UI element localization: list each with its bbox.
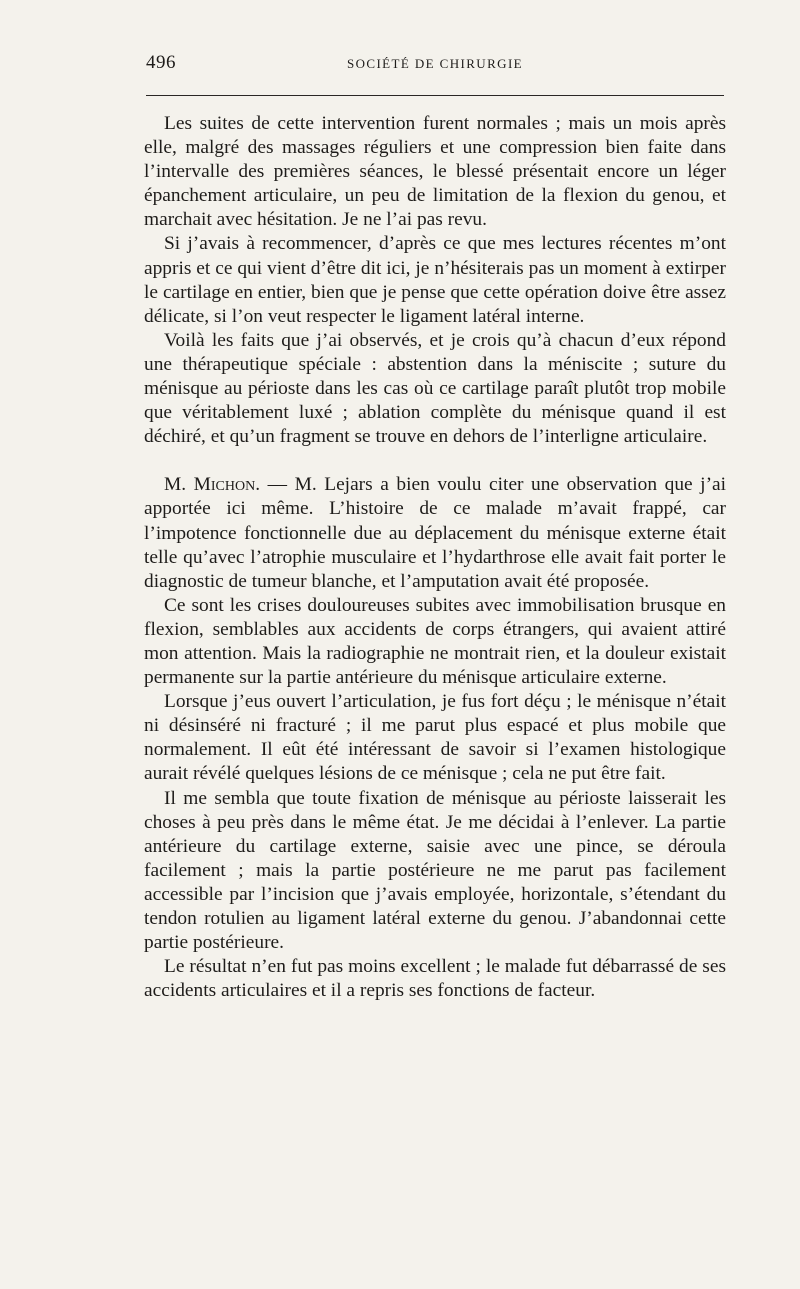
paragraph: Les suites de cette intervention furent normales ; mais un mois après elle, malgré des massages réguliers et une compression bien faite dans l’intervalle des premières séances, le blessé présentait encore un léger épanchement articulaire, un peu de limitation de la flexion du genou, et marchait avec hésitation. Je ne l’ai pas revu.: [144, 113, 726, 231]
page-number: 496: [146, 52, 176, 73]
paragraph: Il me sembla que toute fixation de ménisque au périoste laisserait les choses à peu près dans le même état. Je me décidai à l’enlever. La partie antérieure du cartilage externe, saisie avec une pince, se déroula facilement ; mais la partie postérieure ne me parut pas facilement accessible par l’incision que j’avais employée, horizontale, s’étendant du tendon rotulien au ligament latéral externe du genou. J’abandonnai cette partie postérieure.: [144, 787, 726, 954]
paragraph: Si j’avais à recommencer, d’après ce que mes lectures récentes m’ont appris et ce qui vient d’être dit ici, je n’hésiterais pas un moment à extirper le cartilage en entier, bien que je pense que cette opération doive être assez délicate, si l’on veut respecter le ligament latéral interne.: [144, 233, 726, 327]
speaker-suffix: . —: [255, 474, 295, 496]
paragraph: Ce sont les crises douloureuses subites avec immobilisation brusque en flexion, semblables aux accidents de corps étrangers, qui avaient attiré mon attention. Mais la radiographie ne montrait rien, et la douleur existait permanente sur la partie antérieure du ménisque articulaire externe.: [144, 594, 726, 689]
page-header: [146, 52, 724, 80]
speech-text: M. Lejars a bien voulu citer une observation que j’ai apportée ici même. L’histoire de ce malade m’avait frappé, car l’impotence fonctionnelle due au déplacement du ménisque externe était telle qu’avec l’atrophie musculaire et l’hydarthrose elle avait fait porter le diagnostic de tumeur blanche, et l’amputation avait été proposée.: [144, 474, 727, 592]
paragraph: Voilà les faits que j’ai observés, et je crois qu’à chacun d’eux répond une thérapeutique spéciale : abstention dans la méniscite ; suture du ménisque au périoste dans les cas où ce cartilage paraît plutôt trop mobile que véritablement luxé ; ablation complète du ménisque quand il est déchiré, et qu’un fragment se trouve en dehors de l’interligne articulaire.: [144, 329, 726, 448]
speaker-prefix: M.: [164, 474, 194, 496]
paragraph: Le résultat n’en fut pas moins excellent ; le malade fut débarrassé de ses accidents articulaires et il a repris ses fonctions de facteur.: [144, 956, 726, 1002]
running-title: SOCIÉTÉ DE CHIRURGIE: [346, 56, 524, 71]
speaker-name: Michon: [193, 474, 256, 496]
body-text: [144, 112, 726, 1003]
header-rule: [146, 95, 724, 96]
paragraph: Lorsque j’eus ouvert l’articulation, je fus fort déçu ; le ménisque n’était ni désinséré ni fracturé ; il me parut plus espacé et plus mobile que normalement. Il eût été intéressant de savoir si l’examen histologique aurait révélé quelques lésions de ce ménisque ; cela ne put être fait.: [144, 691, 726, 785]
speech-paragraph: [144, 473, 726, 593]
